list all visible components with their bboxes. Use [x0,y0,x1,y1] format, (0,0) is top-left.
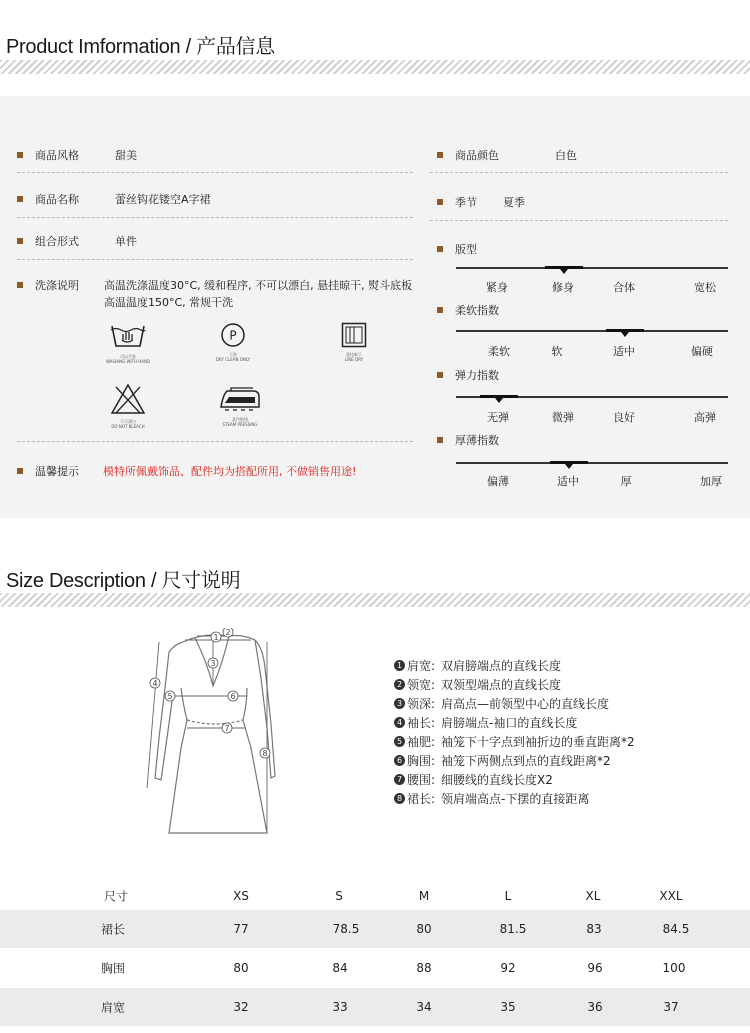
legend-item [394,789,635,808]
legend-key: 裙长: [407,792,436,806]
care-caption: 干洗 [229,352,237,357]
divider [17,259,413,260]
scale-softness-line [456,330,728,332]
scale-label: 宽松 [694,281,716,294]
table-cell: 100 [662,961,686,975]
table-row [0,988,750,1026]
scale-elasticity-title [437,367,499,383]
legend-item [394,732,635,751]
legend-item [394,694,635,713]
legend-number: 2 [394,679,405,690]
table-cell: 84 [332,961,348,975]
steam-iron-icon [210,385,270,427]
table-cell: 裙长 [100,922,126,937]
table-row [0,949,750,987]
care-caption-en: LINE DRY [344,357,364,362]
info-value: 单件 [115,235,137,248]
info-row-style [17,147,137,163]
info-row-season [437,194,525,210]
divider [17,217,413,218]
table-header-cell: L [504,889,512,903]
dry-clean-symbol: P [229,328,237,343]
table-cell: 34 [416,1000,432,1014]
bullet-icon [17,196,23,202]
legend-desc: 细腰线的直线长度X2 [441,773,553,787]
bullet-icon [17,152,23,158]
care-caption: 悬挂晾干 [346,352,362,357]
scale-title-text: 柔软指数 [455,304,499,317]
info-label: 商品风格 [35,149,79,162]
table-header-cell: XXL [659,889,683,903]
legend-item [394,656,635,675]
scale-thickness-marker [550,461,588,464]
scale-softness-marker [606,329,644,332]
care-caption-en: DRY CLEAN ONLY [215,357,251,362]
scale-title-text: 版型 [455,243,477,256]
info-row-wash [17,277,115,293]
info-label: 组合形式 [35,235,79,248]
legend-desc: 领肩端高点-下摆的直接距离 [441,792,590,806]
legend-key: 肩宽: [407,659,436,673]
info-value: 白色 [555,149,577,162]
care-caption-en: WASHING WITH HAND [105,359,151,364]
divider [17,441,413,442]
divider [430,172,728,173]
table-cell: 80 [416,922,432,936]
measure-legend [394,656,635,808]
table-cell: 32 [233,1000,249,1014]
bullet-icon [437,246,443,252]
scale-elasticity-marker [480,395,518,398]
hand-wash-icon [98,320,158,364]
table-cell: 37 [663,1000,679,1014]
legend-number: 3 [394,698,405,709]
info-value: 甜美 [115,149,137,162]
note-row [17,463,356,479]
info-row-color [437,147,577,163]
table-cell: 36 [587,1000,603,1014]
info-value: 蕾丝钩花镂空A字裙 [115,193,211,206]
section-divider [0,60,750,74]
scale-label: 无弹 [487,411,509,424]
scale-label: 偏薄 [487,475,509,488]
legend-item [394,713,635,732]
table-header-cell: XS [233,889,249,903]
scale-label: 紧身 [486,281,508,294]
table-cell: 胸围 [100,961,126,976]
scale-label: 适中 [613,345,635,358]
table-cell: 35 [500,1000,516,1014]
diagram-number: 1 [213,633,219,642]
info-label: 季节 [455,196,477,209]
scale-label: 厚 [620,475,632,488]
legend-desc: 袖笼下十字点到袖折边的垂直距离*2 [441,735,635,749]
legend-number: 4 [394,717,405,728]
legend-key: 领深: [407,697,436,711]
scale-title-text: 厚薄指数 [455,434,499,447]
legend-item [394,770,635,789]
table-cell: 84.5 [662,922,690,936]
dry-clean-icon [208,322,258,362]
scale-thickness-line [456,462,728,464]
table-row [0,910,750,948]
diagram-number-labels [150,628,270,758]
legend-number: 7 [394,774,405,785]
hang-dry-icon [334,322,374,362]
diagram-number: 3 [210,659,216,668]
diagram-number: 6 [230,692,236,701]
bullet-icon [437,372,443,378]
legend-desc: 袖笼下两侧点到点的直线距离*2 [441,754,611,768]
legend-desc: 肩高点—前领型中心的直线长度 [441,697,610,711]
diagram-number: 5 [167,692,173,701]
legend-item [394,675,635,694]
legend-item [394,751,635,770]
table-cell: 80 [233,961,249,975]
care-caption: 不可漂白 [120,419,136,424]
scale-fit-line [456,267,728,269]
bullet-icon [17,238,23,244]
table-cell: 77 [233,922,249,936]
diagram-number: 8 [262,749,268,758]
legend-key: 领宽: [407,678,436,692]
table-cell: 83 [586,922,602,936]
scale-label: 适中 [557,475,579,488]
wash-instructions: 高温洗涤温度30°C, 缓和程序, 不可以漂白, 悬挂晾干, 熨斗底板高温温度150°C, 常规干洗 [104,279,413,309]
scale-softness-title [437,302,499,318]
legend-desc: 双肩膀端点的直线长度 [441,659,562,673]
care-caption: 蒸汽熨烫 [232,417,248,422]
bullet-icon [17,282,23,288]
diagram-number: 7 [224,724,230,733]
table-cell: 78.5 [332,922,360,936]
table-cell: 33 [332,1000,348,1014]
info-label: 商品名称 [35,193,79,206]
diagram-number: 4 [152,679,158,688]
scale-label: 高弹 [694,411,716,424]
scale-label: 合体 [613,281,635,294]
info-value: 夏季 [503,196,525,209]
section-divider [0,593,750,607]
note-text: 模特所佩戴饰品、配件均为搭配所用, 不做销售用途! [103,465,357,478]
bullet-icon [437,437,443,443]
scale-fit-title [437,241,477,257]
info-label: 洗涤说明 [35,279,79,292]
dress-diagram [135,628,280,843]
table-header-cell: XL [585,889,601,903]
legend-desc: 双领型端点的直线长度 [441,678,562,692]
product-info-title: Product Imformation / 产品信息 [6,36,275,58]
legend-number: 5 [394,736,405,747]
scale-label: 修身 [552,281,574,294]
legend-key: 腰围: [407,773,436,787]
table-cell: 肩宽 [100,1000,126,1015]
legend-number: 1 [394,660,405,671]
scale-fit-marker [545,266,583,269]
note-label: 温馨提示 [35,465,79,478]
scale-label: 软 [551,345,563,358]
bullet-icon [437,199,443,205]
bullet-icon [17,468,23,474]
care-caption: 可以手洗 [120,354,136,359]
scale-label: 偏硬 [691,345,713,358]
table-cell: 81.5 [499,922,527,936]
scale-label: 柔软 [488,345,510,358]
diagram-number: 2 [225,628,231,637]
scale-label: 良好 [613,411,635,424]
table-header-cell: 尺寸 [103,889,129,904]
care-caption-en: STEAM PRESSING [222,422,258,427]
legend-key: 袖肥: [407,735,436,749]
table-cell: 92 [500,961,516,975]
table-header-cell: M [418,889,430,903]
legend-key: 袖长: [407,716,436,730]
legend-number: 8 [394,793,405,804]
bullet-icon [437,307,443,313]
divider [17,172,413,173]
size-info-title: Size Description / 尺寸说明 [6,570,241,592]
info-label: 商品颜色 [455,149,499,162]
scale-label: 微弹 [552,411,574,424]
table-cell: 96 [587,961,603,975]
no-bleach-icon [98,383,158,429]
bullet-icon [437,152,443,158]
divider [430,220,728,221]
table-cell: 88 [416,961,432,975]
table-header-cell: S [335,889,343,903]
scale-title-text: 弹力指数 [455,369,499,382]
scale-thickness-title [437,432,499,448]
info-row-name [17,191,211,207]
legend-number: 6 [394,755,405,766]
scale-label: 加厚 [700,475,722,488]
info-row-combo [17,233,137,249]
legend-key: 胸围: [407,754,436,768]
legend-desc: 肩膀端点-袖口的直线长度 [441,716,578,730]
care-caption-en: DO NOT BLEACH [111,424,145,429]
